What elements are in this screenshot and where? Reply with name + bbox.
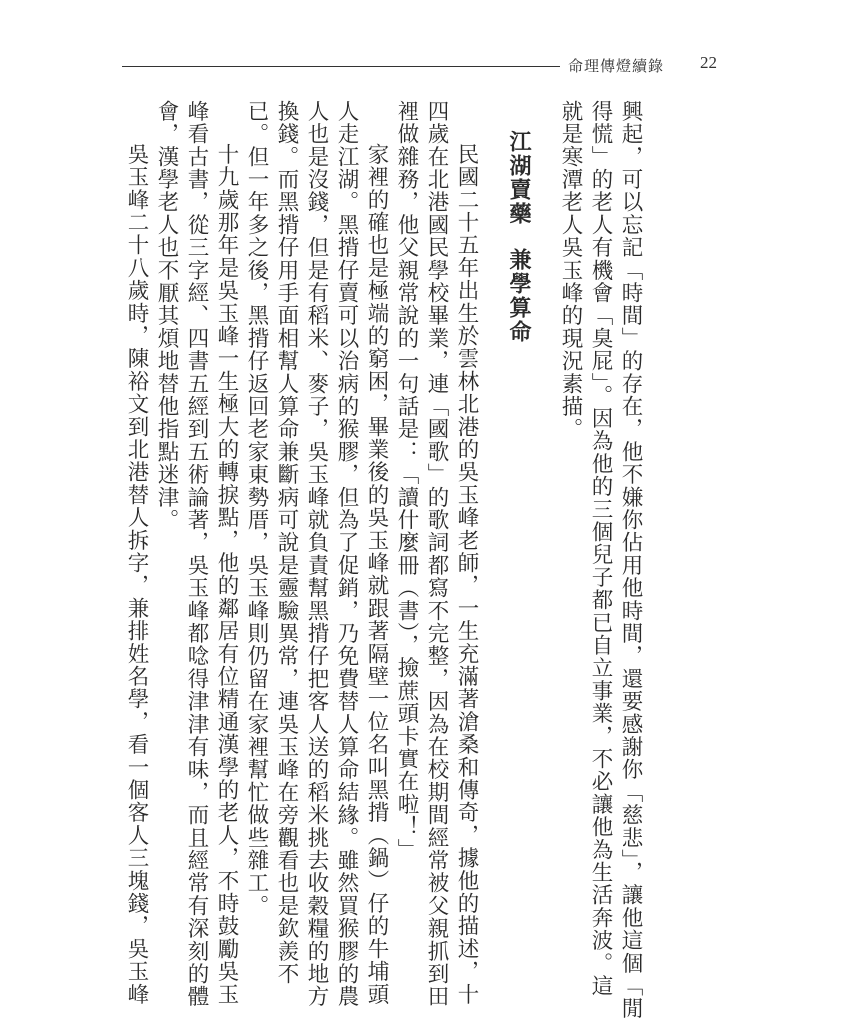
body-column: 吳玉峰二十八歲時，陳裕文到北港替人拆字，兼排姓名學，看一個客人三塊錢，吳玉峰 [124, 143, 149, 1006]
body-column: 民國二十五年出生於雲林北港的吳玉峰老師，一生充滿著滄桑和傳奇，據他的描述，十 [454, 143, 479, 1006]
vertical-text-body [121, 100, 645, 1020]
running-header-title: 命理傳燈續錄 [568, 57, 665, 75]
body-column: 裡做雜務，他父親常說的一句話是：「讀什麼冊（書），撿蔗頭卡實在啦！」 [394, 100, 419, 862]
body-column: 家裡的確也是極端的窮困，畢業後的吳玉峰就跟著隔壁一位名叫黑揹（鍋）仔的牛埔頭 [364, 143, 389, 1006]
section-heading-part2: 兼學算命 [506, 248, 531, 344]
body-column: 人也是沒錢，但是有稻米、麥子，吳玉峰就負責幫黑揹仔把客人送的稻米挑去收穀糧的地方 [304, 100, 329, 1008]
body-column: 人走江湖。黑揹仔賣可以治病的猴膠，但為了促銷，乃免費替人算命結緣。雖然買猴膠的農 [334, 100, 359, 1008]
intro-column: 就是寒潭老人吳玉峰的現況素描。 [558, 100, 583, 441]
page-number: 22 [700, 53, 717, 72]
body-column: 已。但一年多之後，黑揹仔返回老家東勢厝，吳玉峰則仍留在家裡幫忙做些雜工。 [244, 100, 269, 918]
body-column: 換錢。而黑揹仔用手面相幫人算命兼斷病可說是靈驗異常，連吳玉峰在旁觀看也是欽羨不 [274, 100, 299, 986]
section-heading [503, 100, 533, 820]
section-heading-part1: 江湖賣藥 [506, 130, 531, 226]
header-rule [122, 66, 560, 67]
body-column: 四歲在北港國民學校畢業，連「國歌」的歌詞都寫不完整，因為在校期間經常被父親抓到田 [424, 100, 449, 1008]
intro-column: 興起，可以忘記「時間」的存在，他不嫌你佔用他時間，還要感謝你「慈悲」，讓他這個「閒 [618, 100, 643, 1020]
body-column: 峰看古書，從三字經、四書五經到五術論著，吳玉峰都唸得津津有味，而且經常有深刻的體 [184, 100, 209, 1008]
body-column: 會，漢學老人也不厭其煩地替他指點迷津。 [154, 100, 179, 532]
intro-column: 得慌」的老人有機會「臭屁」。因為他的三個兒子都已自立事業，不必讓他為生活奔波。這 [588, 100, 613, 998]
body-column: 十九歲那年是吳玉峰一生極大的轉捩點，他的鄰居有位精通漢學的老人，不時鼓勵吳玉 [214, 143, 239, 1006]
